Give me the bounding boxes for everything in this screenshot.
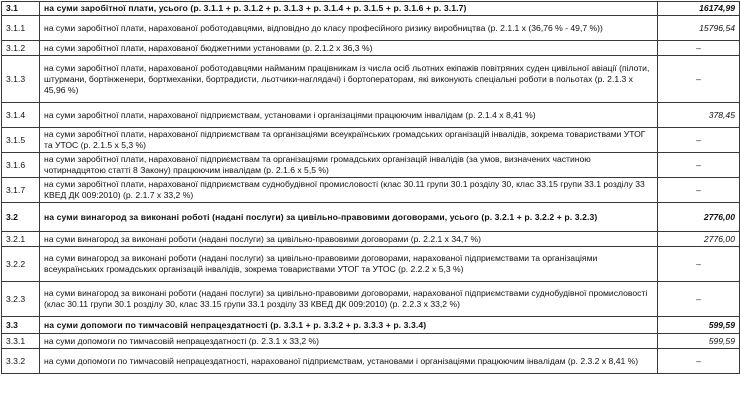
table-row <box>2 56 740 103</box>
table-row <box>2 334 740 349</box>
row-description: на суми заробітної плати, нарахованої роботодавцями, відповідно до класу професійного ризику виробництва (р. 2.1.1 х (36,76 % - 49,7 %)) <box>40 16 658 41</box>
row-amount: – <box>658 153 740 178</box>
row-code: 3.2.1 <box>2 232 40 247</box>
row-amount: – <box>658 178 740 203</box>
row-amount: – <box>658 41 740 56</box>
row-amount: – <box>658 349 740 374</box>
table-row <box>2 247 740 282</box>
row-code: 3.3.2 <box>2 349 40 374</box>
row-code: 3.2.3 <box>2 282 40 317</box>
row-amount: 2776,00 <box>658 232 740 247</box>
row-amount: – <box>658 282 740 317</box>
row-description: на суми заробітної плати, нарахованої бюджетними установами (р. 2.1.2 х 36,3 %) <box>40 41 658 56</box>
row-code: 3.1.7 <box>2 178 40 203</box>
row-description: на суми винагород за виконані роботи (надані послуги) за цивільно-правовими договорами (р. 2.2.1 х 34,7 %) <box>40 232 658 247</box>
row-description: на суми допомоги по тимчасовій непрацездатності (р. 3.3.1 + р. 3.3.2 + р. 3.3.3 + р. 3.3.4) <box>40 317 658 334</box>
row-amount: – <box>658 56 740 103</box>
row-description: на суми заробітної плати, усього (р. 3.1.1 + р. 3.1.2 + р. 3.1.3 + р. 3.1.4 + р. 3.1.5 + р. 3.1.6 + р. 3.1.7) <box>40 2 658 16</box>
row-description: на суми винагород за виконані роботі (надані послуги) за цивільно-правовими договорами, усього (р. 3.2.1 + р. 3.2.2 + р. 3.2.3) <box>40 203 658 232</box>
row-amount: 16174,99 <box>658 2 740 16</box>
table-row <box>2 282 740 317</box>
table-row <box>2 153 740 178</box>
row-amount: 15796,54 <box>658 16 740 41</box>
row-amount: 2776,00 <box>658 203 740 232</box>
table-row <box>2 103 740 128</box>
row-code: 3.1.3 <box>2 56 40 103</box>
table-row <box>2 349 740 374</box>
row-amount: 599,59 <box>658 317 740 334</box>
table-row <box>2 317 740 334</box>
row-amount: – <box>658 128 740 153</box>
row-code: 3.1 <box>2 2 40 16</box>
table-row <box>2 232 740 247</box>
row-amount: 378,45 <box>658 103 740 128</box>
row-code: 3.2 <box>2 203 40 232</box>
table-row <box>2 178 740 203</box>
row-code: 3.1.5 <box>2 128 40 153</box>
row-code: 3.1.6 <box>2 153 40 178</box>
table-row <box>2 16 740 41</box>
row-description: на суми допомоги по тимчасовій непрацездатності, нарахованої підприємствам, установами і організаціями працюючим інвалідам (р. 2.3.2 х 8,41 %) <box>40 349 658 374</box>
row-description: на суми допомоги по тимчасовій непрацездатності (р. 2.3.1 х 33,2 %) <box>40 334 658 349</box>
row-code: 3.1.2 <box>2 41 40 56</box>
table-row <box>2 128 740 153</box>
row-description: на суми заробітної плати, нарахованої підприємствам та організаціями громадських організацій інвалідів (за умов, визначених частиною чотирнадцятою статті 8 Закону) працюючим інвалідам (р. 2.1.6 х 5,5 %) <box>40 153 658 178</box>
table-row <box>2 41 740 56</box>
row-code: 3.3.1 <box>2 334 40 349</box>
row-description: на суми заробітної плати, нарахованої роботодавцями найманим працівникам із числа осіб льотних екіпажів повітряних суден цивільної авіації (пілоти, штурмани, бортінженери, бортмеханіки, бортрадисти, льотчики-наглядачі) і бортоператорам, які виконують спеціальні роботи в польотах (р. 2.1.3 х 45,96 %) <box>40 56 658 103</box>
row-code: 3.1.4 <box>2 103 40 128</box>
row-description: на суми винагород за виконані роботи (надані послуги) за цивільно-правовими договорами, нарахованої підприємствами та організаціями всеукраїнських громадських організацій інвалідів, зокрема товариствами УТОГ та УТОС (р. 2.2.2 х 5,3 %) <box>40 247 658 282</box>
table-row <box>2 2 740 16</box>
row-amount: – <box>658 247 740 282</box>
table-row <box>2 203 740 232</box>
table-body <box>2 2 740 374</box>
row-code: 3.2.2 <box>2 247 40 282</box>
row-amount: 599,59 <box>658 334 740 349</box>
row-description: на суми заробітної плати, нарахованої підприємствам суднобудівної промисловості (клас 30.11 групи 30.1 розділу 30, клас 33.15 групи 33.1 розділу 33 КВЕД ДК 009:2010) (р. 2.1.7 х 33,2 %) <box>40 178 658 203</box>
row-code: 3.1.1 <box>2 16 40 41</box>
row-description: на суми винагород за виконані роботи (надані послуги) за цивільно-правовими договорами, нарахованої підприємствами суднобудівної промисловості (клас 30.11 групи 30.1 розділу 30, клас 33.15 групи 33.1 розділу 33 КВЕД ДК 009:2010) (р. 2.2.3 х 33,2 %) <box>40 282 658 317</box>
row-code: 3.3 <box>2 317 40 334</box>
row-description: на суми заробітної плати, нарахованої підприємствам та організаціями всеукраїнських громадських організацій інвалідів, зокрема товариствами УТОГ та УТОС (р. 2.1.5 х 5,3 %) <box>40 128 658 153</box>
contribution-table <box>1 1 740 374</box>
row-description: на суми заробітної плати, нарахованої підприємствам, установами і організаціями працюючим інвалідам (р. 2.1.4 х 8,41 %) <box>40 103 658 128</box>
